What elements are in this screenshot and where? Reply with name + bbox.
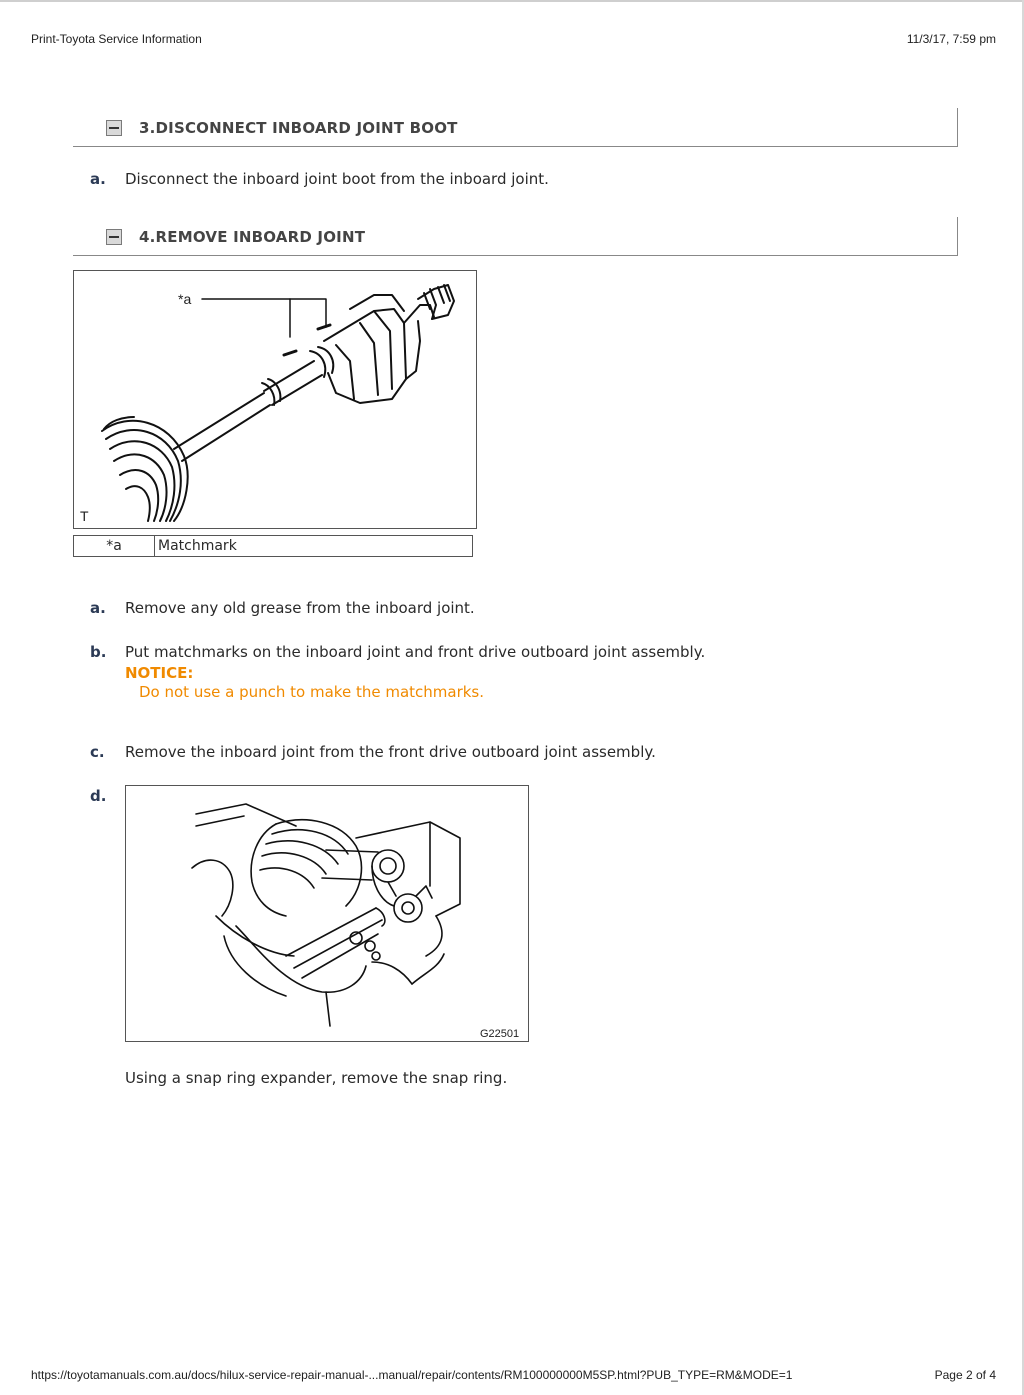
step-marker: d. <box>90 787 107 805</box>
section-title: 4.REMOVE INBOARD JOINT <box>139 228 366 246</box>
figure-callout-label: *a <box>178 291 192 307</box>
step-text: Remove any old grease from the inboard joint. <box>125 599 475 617</box>
step-text: Disconnect the inboard joint boot from the inboard joint. <box>125 170 549 188</box>
print-footer-url: https://toyotamanuals.com.au/docs/hilux-service-repair-manual-...manual/repair/contents/RM100000000M5SP.html?PUB_TYPE=RM&MODE=1 <box>31 1368 793 1382</box>
notice-label: NOTICE: <box>125 664 194 682</box>
legend-value: Matchmark <box>158 538 237 554</box>
print-header-title: Print-Toyota Service Information <box>31 32 202 46</box>
step-text: Using a snap ring expander, remove the snap ring. <box>125 1069 508 1087</box>
step-text: Remove the inboard joint from the front drive outboard joint assembly. <box>125 743 656 761</box>
figure-corner-label: T <box>80 508 89 524</box>
figure-legend-table <box>73 535 473 557</box>
notice-text: Do not use a punch to make the matchmarks. <box>139 683 485 701</box>
section-header-disconnect-boot <box>73 108 958 147</box>
legend-key: *a <box>74 536 155 556</box>
figure-drive-shaft-matchmark <box>73 270 477 529</box>
drive-shaft-illustration <box>74 271 476 528</box>
step-text: Put matchmarks on the inboard joint and front drive outboard joint assembly. <box>125 643 706 661</box>
step-marker: a. <box>90 170 106 188</box>
print-footer-page-number: Page 2 of 4 <box>934 1368 996 1382</box>
figure-code-label: G22501 <box>480 1028 520 1040</box>
step-marker: c. <box>90 743 105 761</box>
section-header-remove-inboard-joint <box>73 217 958 256</box>
collapse-minus-icon[interactable] <box>106 229 122 245</box>
collapse-minus-icon[interactable] <box>106 120 122 136</box>
figure-snap-ring-expander <box>125 785 529 1042</box>
section-title: 3.DISCONNECT INBOARD JOINT BOOT <box>139 119 458 137</box>
step-marker: a. <box>90 599 106 617</box>
page-top-border <box>0 0 1024 2</box>
step-marker: b. <box>90 643 107 661</box>
snap-ring-illustration <box>126 786 528 1041</box>
print-header-datetime: 11/3/17, 7:59 pm <box>906 32 996 46</box>
